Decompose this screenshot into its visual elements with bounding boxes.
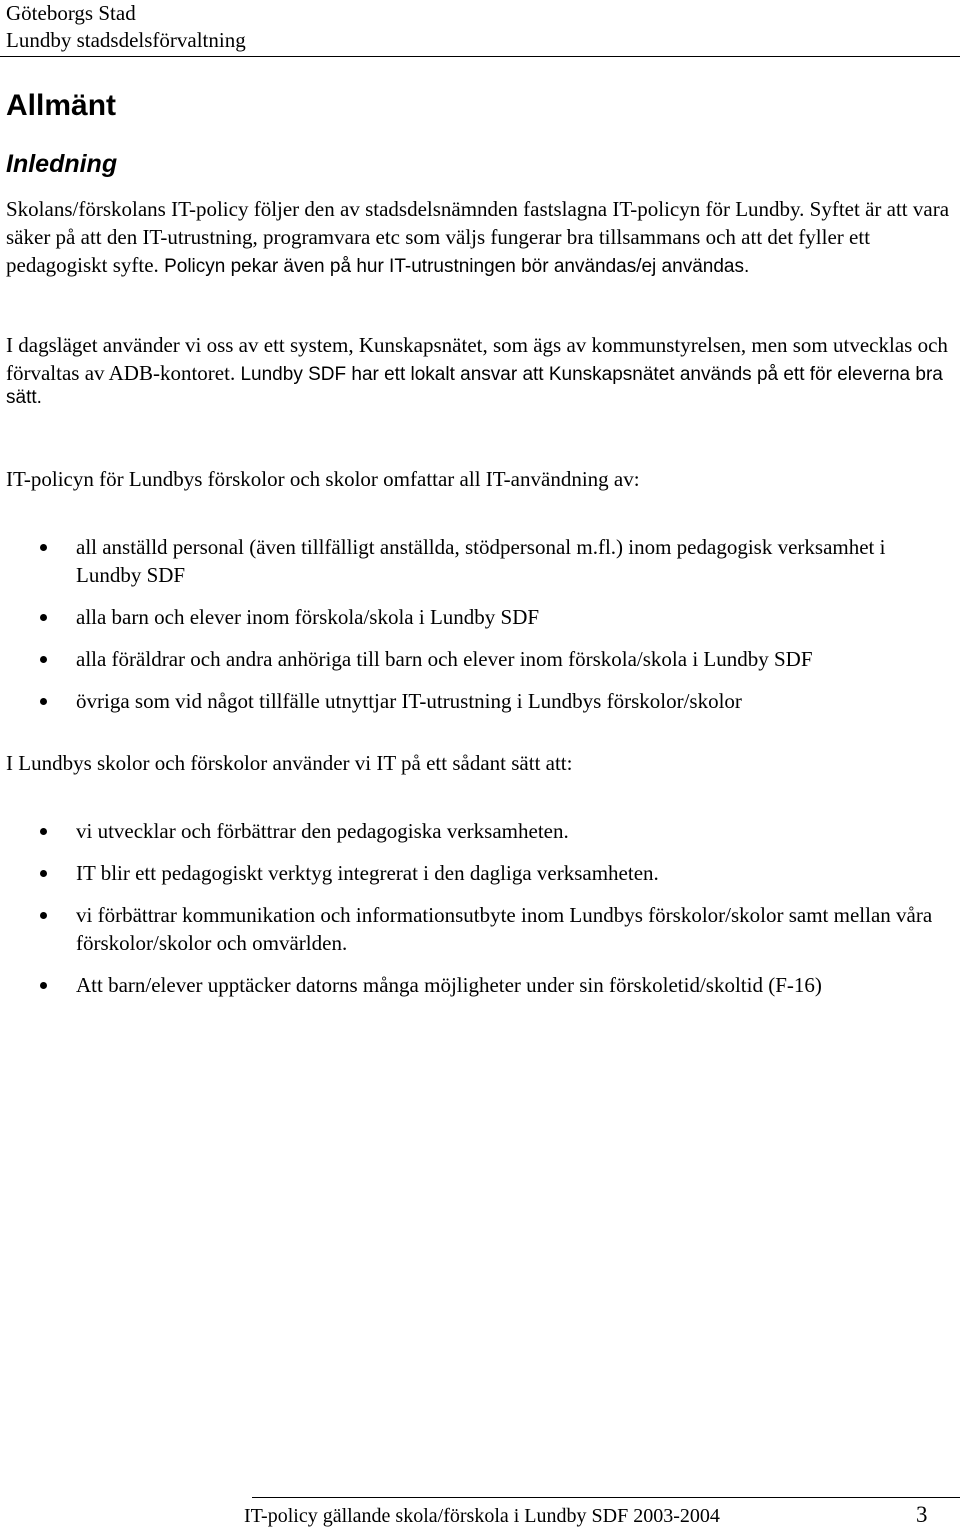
- bullet-icon: [40, 870, 47, 877]
- bullet-icon: [40, 982, 47, 989]
- intro-text-serif: Skolans/förskolans IT-policy följer den av stadsdelsnämnden fastslagna IT-policyn för Lundby. Syftet är att vara säker på att den IT-utrustning, programvara etc som väljs fungerar bra tillsammans och att det fyller ett pedagogiskt syfte.: [6, 197, 950, 277]
- goals-intro-paragraph: I Lundbys skolor och förskolor använder vi IT på ett sådant sätt att:: [6, 751, 573, 775]
- subsection-heading: Inledning: [6, 150, 118, 178]
- list-item-text: alla föräldrar och andra anhöriga till barn och elever inom förskola/skola i Lundby SDF: [76, 647, 813, 671]
- list-item: [0, 901, 936, 957]
- list-item: [0, 645, 936, 673]
- list-item: [0, 687, 936, 715]
- list-item: [0, 817, 936, 845]
- system-text-sans: Lundby SDF har ett lokalt ansvar att Kunskapsnätet används på ett för eleverna bra sätt.: [6, 364, 943, 408]
- bullet-icon: [40, 828, 47, 835]
- bullet-icon: [40, 698, 47, 705]
- goals-list: [0, 817, 960, 999]
- header-organization: Göteborgs Stad: [6, 1, 136, 25]
- list-item: [0, 971, 936, 999]
- list-item: [0, 533, 936, 589]
- header-department: Lundby stadsdelsförvaltning: [6, 28, 246, 52]
- list-item-text: övriga som vid något tillfälle utnyttjar IT-utrustning i Lundbys förskolor/skolor: [76, 689, 742, 713]
- scope-intro-paragraph: IT-policyn för Lundbys förskolor och skolor omfattar all IT-användning av:: [6, 467, 640, 491]
- list-item-text: IT blir ett pedagogiskt verktyg integrerat i den dagliga verksamheten.: [76, 861, 659, 885]
- list-item-text: all anställd personal (även tillfälligt anställda, stödpersonal m.fl.) inom pedagogisk verksamhet i Lundby SDF: [76, 535, 886, 587]
- system-text-serif: I dagsläget använder vi oss av ett system, Kunskapsnätet, som ägs av kommunstyrelsen, men som utvecklas och förvaltas av ADB-kontoret.: [6, 333, 948, 385]
- footer-title: IT-policy gällande skola/förskola i Lundby SDF 2003-2004: [244, 1505, 720, 1527]
- list-item: [0, 859, 936, 887]
- bullet-icon: [40, 656, 47, 663]
- bullet-icon: [40, 544, 47, 551]
- list-item-text: vi förbättrar kommunikation och informationsutbyte inom Lundbys förskolor/skolor samt mellan våra förskolor/skolor och omvärlden.: [76, 903, 933, 955]
- list-item-text: vi utvecklar och förbättrar den pedagogiska verksamheten.: [76, 819, 569, 843]
- scope-list: [0, 533, 960, 715]
- bullet-icon: [40, 614, 47, 621]
- header-divider: [0, 56, 960, 57]
- list-item-text: Att barn/elever upptäcker datorns många möjligheter under sin förskoletid/skoltid (F-16): [76, 973, 822, 997]
- page-header: [6, 0, 246, 54]
- section-heading: Allmänt: [6, 89, 117, 122]
- intro-paragraph: [6, 195, 956, 279]
- system-paragraph: [6, 331, 956, 409]
- list-item-text: alla barn och elever inom förskola/skola i Lundby SDF: [76, 605, 540, 629]
- page-number: 3: [916, 1502, 928, 1527]
- intro-text-sans: Policyn pekar även på hur IT-utrustningen bör användas/ej användas.: [158, 256, 750, 277]
- bullet-icon: [40, 912, 47, 919]
- footer-divider: [252, 1497, 960, 1498]
- list-item: [0, 603, 936, 631]
